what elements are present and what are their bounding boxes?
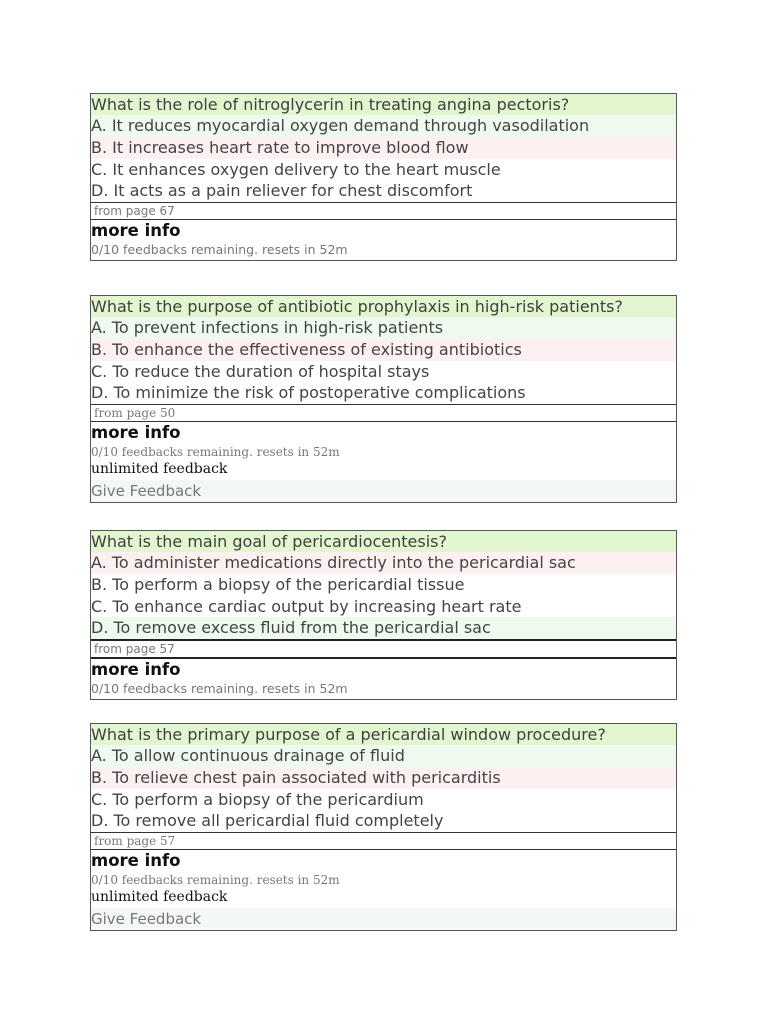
question-card-2 [90, 295, 677, 503]
source-page: from page 50 [91, 404, 676, 422]
answer-option-a[interactable]: A. To administer medications directly into the pericardial sac [91, 552, 676, 574]
question-text: What is the role of nitroglycerin in treating angina pectoris? [91, 94, 676, 115]
answer-option-b[interactable]: B. To enhance the effectiveness of existing antibiotics [91, 339, 676, 361]
answer-option-d[interactable]: D. It acts as a pain reliever for chest discomfort [91, 181, 473, 201]
question-card-3 [90, 530, 677, 700]
question-text: What is the primary purpose of a pericardial window procedure? [91, 724, 676, 745]
feedback-remaining-text: 0/10 feedbacks remaining. resets in 52m [91, 873, 340, 887]
answer-option-a[interactable]: A. It reduces myocardial oxygen demand through vasodilation [91, 115, 676, 137]
question-text: What is the purpose of antibiotic prophylaxis in high-risk patients? [91, 296, 676, 317]
answer-option-b[interactable]: B. It increases heart rate to improve blood flow [91, 137, 676, 159]
answer-option-c[interactable]: C. To enhance cardiac output by increasing heart rate [91, 596, 522, 616]
give-feedback-button[interactable]: Give Feedback [91, 908, 676, 930]
more-info-heading[interactable]: more info [91, 221, 181, 240]
more-info-heading[interactable]: more info [91, 851, 181, 870]
answer-option-d[interactable]: D. To minimize the risk of postoperative complications [91, 383, 526, 403]
question-card-4 [90, 723, 677, 931]
answer-option-a[interactable]: A. To allow continuous drainage of fluid [91, 745, 676, 767]
answer-option-c[interactable]: C. To reduce the duration of hospital stays [91, 361, 430, 381]
answer-option-c[interactable]: C. It enhances oxygen delivery to the heart muscle [91, 159, 501, 179]
question-card-1 [90, 93, 677, 261]
source-page: from page 57 [91, 639, 676, 659]
question-text: What is the main goal of pericardiocentesis? [91, 531, 676, 552]
source-page: from page 67 [91, 202, 676, 220]
answer-option-a[interactable]: A. To prevent infections in high-risk patients [91, 317, 676, 339]
unlimited-feedback-text: unlimited feedback [91, 889, 228, 905]
give-feedback-button[interactable]: Give Feedback [91, 480, 676, 502]
feedback-remaining-text: 0/10 feedbacks remaining. resets in 52m [91, 445, 340, 459]
answer-option-c[interactable]: C. To perform a biopsy of the pericardium [91, 789, 424, 809]
answer-option-b[interactable]: B. To perform a biopsy of the pericardial tissue [91, 574, 465, 594]
more-info-heading[interactable]: more info [91, 660, 181, 679]
feedback-remaining-text: 0/10 feedbacks remaining. resets in 52m [91, 681, 348, 696]
answer-option-d[interactable]: D. To remove all pericardial fluid completely [91, 811, 444, 831]
answer-option-b[interactable]: B. To relieve chest pain associated with pericarditis [91, 767, 676, 789]
feedback-remaining-text: 0/10 feedbacks remaining. resets in 52m [91, 242, 348, 257]
answer-option-d[interactable]: D. To remove excess fluid from the pericardial sac [91, 617, 676, 639]
source-page: from page 57 [91, 832, 676, 850]
more-info-heading[interactable]: more info [91, 423, 181, 442]
unlimited-feedback-text: unlimited feedback [91, 461, 228, 477]
